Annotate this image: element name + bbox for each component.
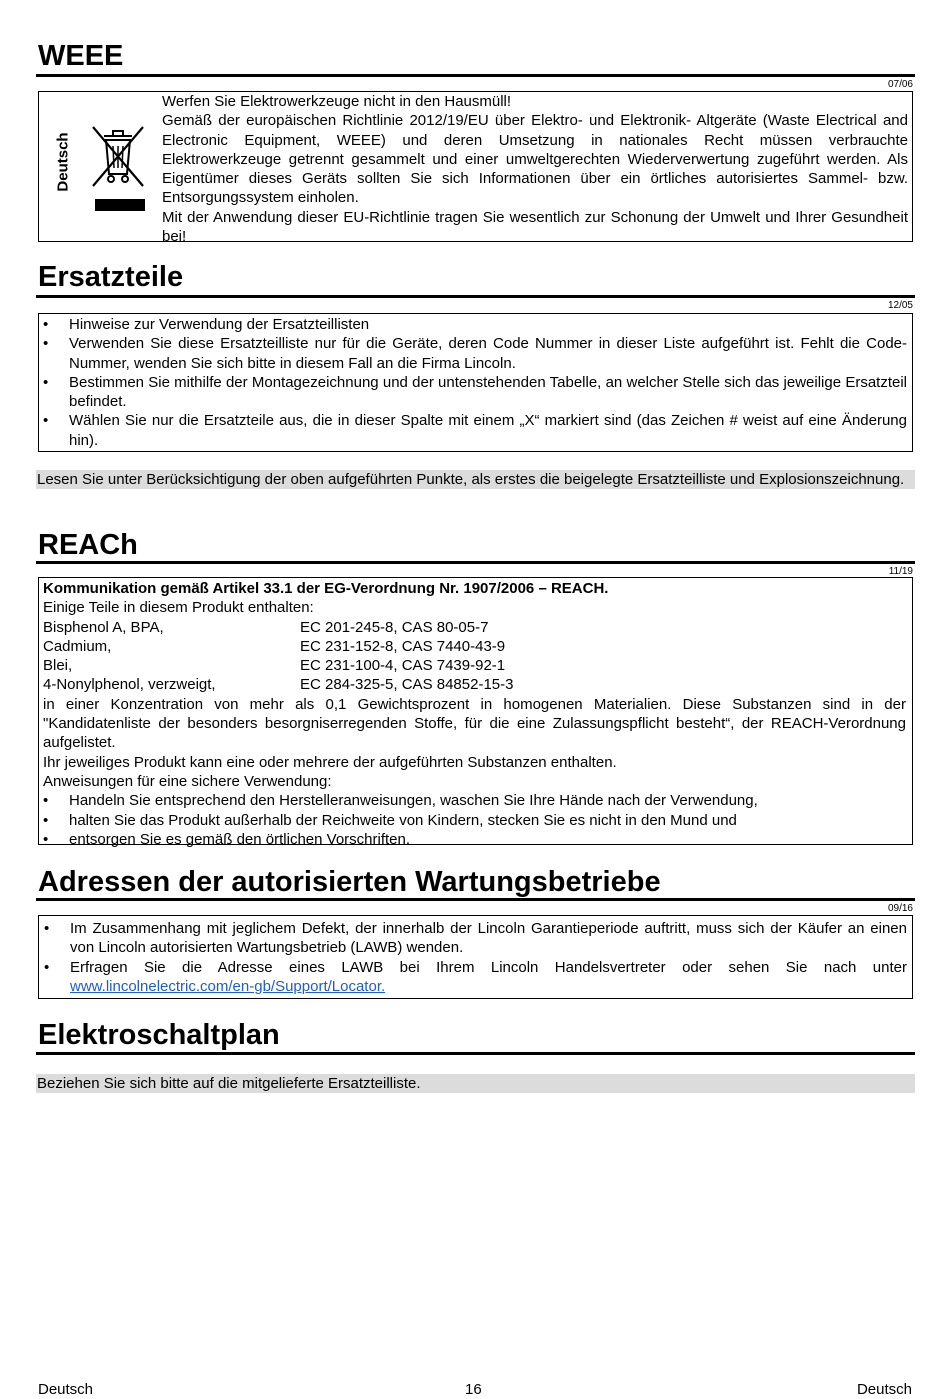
ersatzteile-box: [38, 313, 913, 452]
page-number: 16: [465, 1381, 482, 1398]
ersatzteile-title: Ersatzteile: [38, 261, 184, 293]
service-title: Adressen der autorisierten Wartungsbetriebe: [38, 866, 661, 898]
weee-title: WEEE: [38, 40, 124, 72]
substance-row: 4-Nonylphenol, verzweigt, EC 284-325-5, CAS 84852-15-3: [43, 676, 514, 694]
wiring-title: Elektroschaltplan: [38, 1019, 280, 1051]
service-code: 09/16: [887, 903, 913, 914]
reach-title: REACh: [38, 529, 138, 561]
reach-box: [38, 577, 913, 848]
weee-line-3: Mit der Anwendung dieser EU-Richtlinie tragen Sie wesentlich zur Schonung der Umwelt und Ihrer Gesundheit bei!: [162, 208, 908, 246]
weee-line-1: Werfen Sie Elektrowerkzeuge nicht in den Hausmüll!: [162, 93, 512, 110]
footer-language-left: Deutsch: [38, 1381, 94, 1398]
list-item: • Bestimmen Sie mithilfe der Montagezeichnung und der untenstehenden Tabelle, an welcher Stelle sich das jeweilige Ersatzteil befindet.: [43, 373, 907, 411]
service-rule: [36, 898, 915, 901]
list-item: • Im Zusammenhang mit jeglichem Defekt, der innerhalb der Lincoln Garantieperiode auftritt, muss sich der Käufer an einen von Lincoln autorisierten Wartungsbetrieb (LAWB) wenden.: [44, 920, 907, 957]
list-item: • Erfragen Sie die Adresse eines LAWB bei Ihrem Lincoln Handelsvertreter oder sehen Sie nach unter www.lincolnelectric.com/en-gb/Support/Locator.: [44, 958, 907, 995]
wiring-note: Beziehen Sie sich bitte auf die mitgelieferte Ersatzteilliste.: [36, 1074, 915, 1093]
crossed-out-bin-icon: [87, 122, 149, 212]
list-item: • halten Sie das Produkt außerhalb der Reichweite von Kindern, stecken Sie es nicht in den Mund und: [43, 811, 737, 829]
service-list: [40, 919, 907, 996]
weee-box: [38, 91, 913, 246]
reach-instructions-list: [39, 791, 906, 849]
list-item: • entsorgen Sie es gemäß den örtlichen Vorschriften.: [43, 830, 411, 848]
ersatzteile-note: Lesen Sie unter Berücksichtigung der oben aufgeführten Punkte, als erstes die beigelegte Ersatzteilliste und Explosionszeichnung.: [36, 470, 915, 489]
ersatzteile-list: [39, 315, 907, 450]
ersatzteile-rule: [36, 295, 915, 298]
reach-instructions-heading: Anweisungen für eine sichere Verwendung:: [43, 772, 332, 790]
substance-row: Cadmium, EC 231-152-8, CAS 7440-43-9: [43, 637, 506, 655]
service-box: [38, 915, 913, 999]
list-item: • Wählen Sie nur die Ersatzteile aus, die in dieser Spalte mit einem „X“ markiert sind (das Zeichen # weist auf eine Änderung hin).: [43, 412, 907, 449]
locator-link[interactable]: www.lincolnelectric.com/en-gb/Support/Locator.: [70, 977, 386, 995]
substance-row: Bisphenol A, BPA, EC 201-245-8, CAS 80-05-7: [43, 618, 489, 636]
side-label-deutsch: Deutsch: [54, 132, 72, 192]
list-item: • Handeln Sie entsprechend den Herstelleranweisungen, waschen Sie Ihre Hände nach der Verwendung,: [43, 792, 758, 810]
reach-concentration: in einer Konzentration von mehr als 0,1 Gewichtsprozent in homogenen Materialien. Diese Substanzen sind in der "Kandidatenliste der besonders besorgniserregenden Stoffe, für die eine Zulassungspflicht besteht“, der REACH-Verordnung aufgelistet.: [43, 695, 906, 752]
weee-text: [162, 92, 908, 246]
footer-language-right: Deutsch: [856, 1381, 912, 1398]
list-item: • Verwenden Sie diese Ersatzteilliste nur für die Geräte, deren Code Nummer in dieser Liste aufgeführt ist. Fehlt die Code-Nummer, wenden Sie sich bitte in diesem Fall an die Firma Lincoln.: [43, 335, 907, 372]
weee-rule: [36, 74, 915, 77]
reach-rule: [36, 561, 915, 564]
reach-intro: Einige Teile in diesem Produkt enthalten:: [43, 599, 314, 617]
reach-heading: Kommunikation gemäß Artikel 33.1 der EG-Verordnung Nr. 1907/2006 – REACH.: [43, 580, 609, 597]
wiring-rule: [36, 1052, 915, 1055]
ersatzteile-code: 12/05: [887, 300, 913, 311]
weee-code: 07/06: [887, 79, 913, 90]
reach-code: 11/19: [888, 566, 913, 577]
weee-line-2: Gemäß der europäischen Richtlinie 2012/19/EU über Elektro- und Elektronik- Altgeräte (Waste Electrical and Electronic Equipment, WEEE) und deren Umsetzung in nationales Recht müssen verbrauchte Elektrowerkzeuge getrennt gesammelt und einer umweltgerechten Wiederverwertung zugeführt werden. Als Eigentümer dieses Geräts sollten Sie sich Informationen über ein örtliches autorisiertes Sammel- bzw. Entsorgungssystem einholen.: [162, 112, 908, 207]
list-item: • Hinweise zur Verwendung der Ersatzteillisten: [43, 316, 370, 333]
substance-row: Blei, EC 231-100-4, CAS 7439-92-1: [43, 657, 506, 675]
side-label-wrap: [43, 122, 83, 202]
reach-product-note: Ihr jeweiliges Produkt kann eine oder mehrere der aufgeführten Substanzen enthalten.: [43, 753, 617, 771]
